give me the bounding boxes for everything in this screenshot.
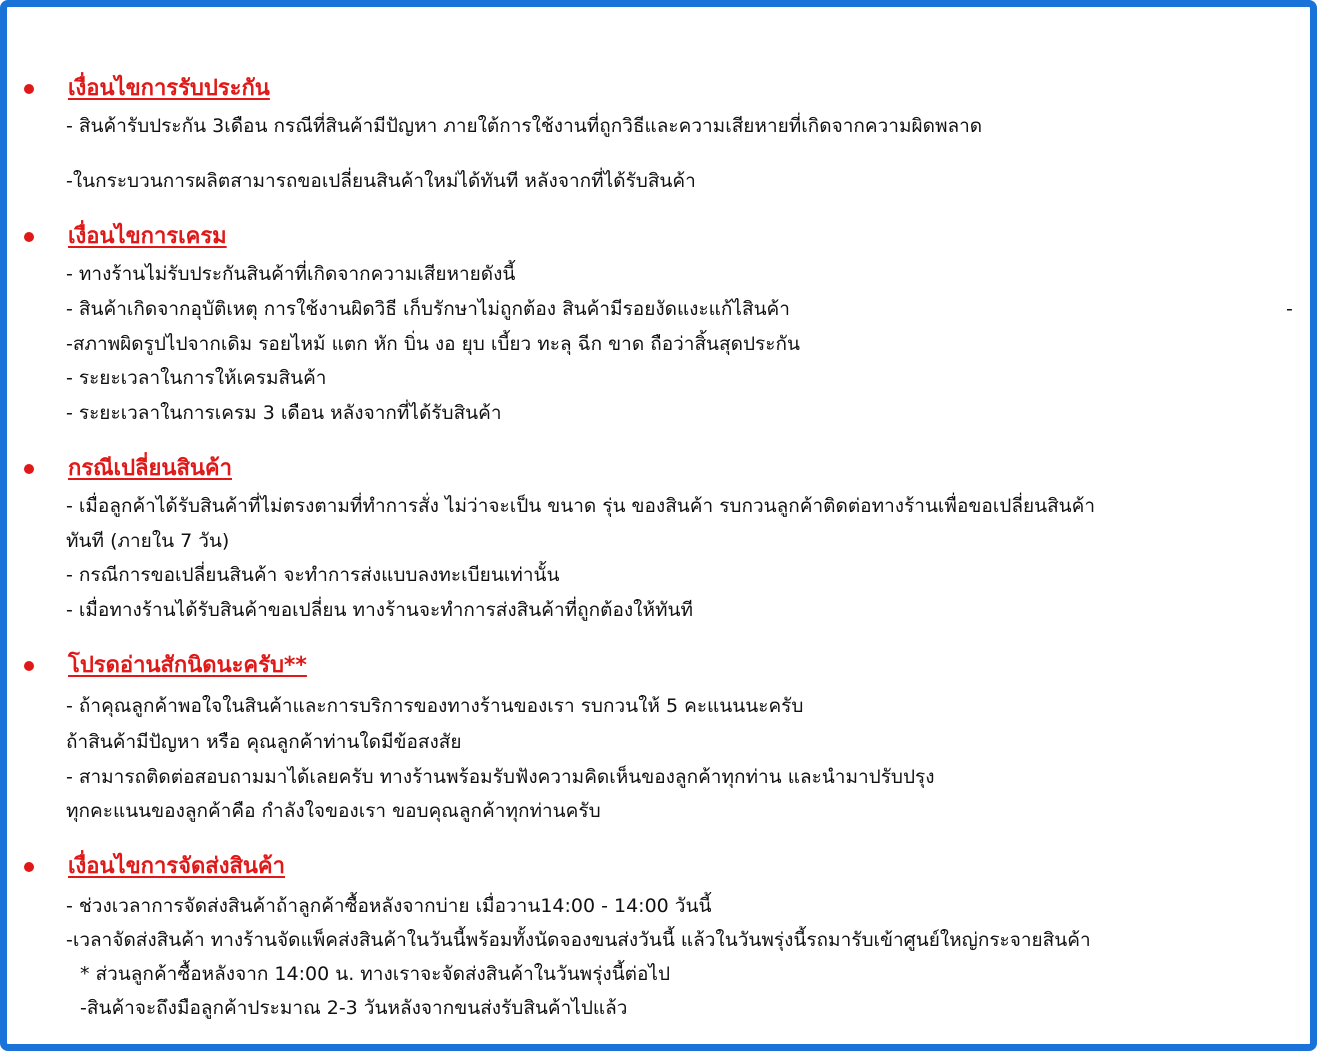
- section-title: โปรดอ่านสักนิดนะครับ**: [68, 653, 307, 678]
- warranty-line-2: -ในกระบวนการผลิตสามารถขอเปลี่ยนสินค้าใหม่ได้ทันที หลังจากที่ได้รับสินค้า: [66, 170, 696, 192]
- claim-trailing-dash: -: [1286, 298, 1293, 320]
- bullet-icon: [24, 464, 34, 474]
- section-title: เงื่อนไขการรับประกัน: [68, 76, 270, 101]
- shipping-line-3: * ส่วนลูกค้าซื้อหลังจาก 14:00 น. ทางเราจะจัดส่งสินค้าในวันพรุ่งนี้ต่อไป: [80, 963, 671, 985]
- claim-line-5: - ระยะเวลาในการเครม 3 เดือน หลังจากที่ได้รับสินค้า: [66, 402, 502, 424]
- claim-line-2: - สินค้าเกิดจากอุบัติเหตุ การใช้งานผิดวิธี เก็บรักษาไม่ถูกต้อง สินค้ามีรอยงัดแงะแก้ไสินค้า: [66, 298, 790, 320]
- please-read-line-1: - ถ้าคุณลูกค้าพอใจในสินค้าและการบริการของทางร้านของเรา รบกวนให้ 5 คะแนนนะครับ: [66, 695, 804, 717]
- section-exchange-heading: [22, 452, 232, 486]
- section-title: เงื่อนไขการจัดส่งสินค้า: [68, 854, 285, 879]
- please-read-line-4: ทุกคะแนนของลูกค้าคือ กำลังใจของเรา ขอบคุณลูกค้าทุกท่านครับ: [66, 800, 601, 822]
- exchange-line-2: ทันที (ภายใน 7 วัน): [66, 530, 230, 552]
- claim-line-4: - ระยะเวลาในการให้เครมสินค้า: [66, 367, 327, 389]
- section-warranty-heading: [22, 72, 270, 106]
- section-shipping-heading: [22, 850, 285, 884]
- please-read-line-3: - สามารถติดต่อสอบถามมาได้เลยครับ ทางร้านพร้อมรับฟังความคิดเห็นของลูกค้าทุกท่าน และนำมาปรับปรุง: [66, 766, 935, 788]
- exchange-line-3: - กรณีการขอเปลี่ยนสินค้า จะทำการส่งแบบลงทะเบียนเท่านั้น: [66, 564, 560, 586]
- warranty-line-1: - สินค้ารับประกัน 3เดือน กรณีที่สินค้ามีปัญหา ภายใต้การใช้งานที่ถูกวิธีและความเสียหายที่เกิดจากความผิดพลาด: [66, 115, 983, 137]
- claim-line-3: -สภาพผิดรูปไปจากเดิม รอยไหม้ แตก หัก บิ่น งอ ยุบ เบี้ยว ทะลุ ฉีก ขาด ถือว่าสิ้นสุดประกัน: [66, 333, 800, 355]
- shipping-line-1: - ช่วงเวลาการจัดส่งสินค้าถ้าลูกค้าซื้อหลังจากบ่าย เมื่อวาน14:00 - 14:00 วันนี้: [66, 895, 712, 917]
- bullet-icon: [24, 84, 34, 94]
- bullet-icon: [24, 862, 34, 872]
- section-title: เงื่อนไขการเครม: [68, 224, 227, 249]
- section-claim-heading: [22, 220, 227, 254]
- please-read-line-2: ถ้าสินค้ามีปัญหา หรือ คุณลูกค้าท่านใดมีข้อสงสัย: [66, 731, 462, 753]
- bullet-icon: [24, 661, 34, 671]
- shipping-line-4: -สินค้าจะถึงมือลูกค้าประมาณ 2-3 วันหลังจากขนส่งรับสินค้าไปแล้ว: [80, 997, 628, 1019]
- claim-line-1: - ทางร้านไม่รับประกันสินค้าที่เกิดจากความเสียหายดังนี้: [66, 263, 516, 285]
- section-title: กรณีเปลี่ยนสินค้า: [68, 456, 232, 481]
- exchange-line-1: - เมื่อลูกค้าได้รับสินค้าที่ไม่ตรงตามที่ทำการสั่ง ไม่ว่าจะเป็น ขนาด รุ่น ของสินค้า รบกวนลูกค้าติดต่อทางร้านเพื่อขอเปลี่ยนสินค้า: [66, 495, 1096, 517]
- shipping-line-2: -เวลาจัดส่งสินค้า ทางร้านจัดแพ็คส่งสินค้าในวันนี้พร้อมทั้งนัดจองขนส่งวันนี้ แล้วในวันพรุ่งนี้รถมารับเข้าศูนย์ใหญ่กระจายสินค้า: [66, 929, 1091, 951]
- bullet-icon: [24, 232, 34, 242]
- section-please-read-heading: [22, 649, 307, 683]
- exchange-line-4: - เมื่อทางร้านได้รับสินค้าขอเปลี่ยน ทางร้านจะทำการส่งสินค้าที่ถูกต้องให้ทันที: [66, 599, 694, 621]
